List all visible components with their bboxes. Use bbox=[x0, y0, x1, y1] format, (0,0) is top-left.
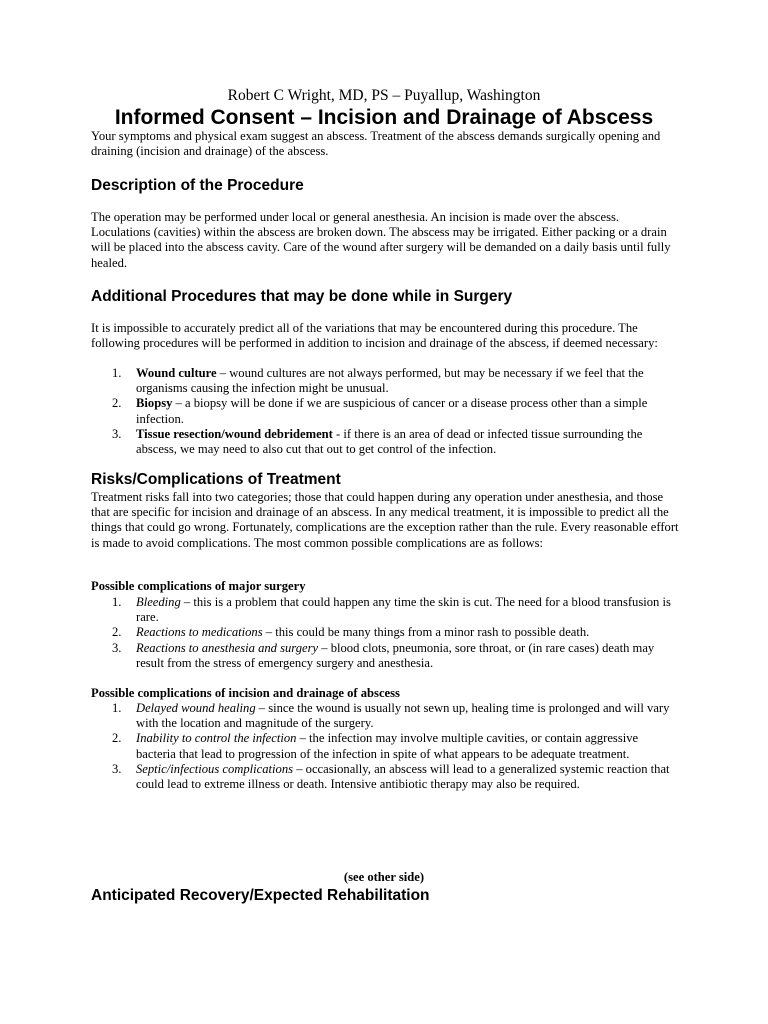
list-number: 3. bbox=[112, 640, 122, 655]
see-other-side-note: (see other side) bbox=[343, 870, 425, 884]
incision-drainage-subheading: Possible complications of incision and drainage of abscess bbox=[91, 686, 400, 700]
major-surgery-subheading: Possible complications of major surgery bbox=[91, 579, 306, 593]
list-item bbox=[91, 396, 681, 426]
intro-paragraph: Your symptoms and physical exam suggest an abscess. Treatment of the abscess demands surgically opening and draining (incision and drainage) of the abscess. bbox=[91, 129, 661, 159]
additional-procedures-heading: Additional Procedures that may be done while in Surgery bbox=[91, 288, 513, 305]
list-item bbox=[91, 731, 681, 761]
item-term: Reactions to medications bbox=[136, 625, 263, 640]
item-text: – this could be many things from a minor rash to possible death. bbox=[262, 625, 590, 640]
practice-header: Robert C Wright, MD, PS – Puyallup, Washington bbox=[227, 87, 541, 104]
additional-procedures-list bbox=[91, 366, 681, 457]
risks-heading: Risks/Complications of Treatment bbox=[91, 471, 341, 488]
list-item bbox=[91, 595, 681, 625]
list-number: 2. bbox=[112, 625, 122, 640]
list-number: 1. bbox=[112, 701, 122, 715]
page-title: Informed Consent – Incision and Drainage of Abscess bbox=[114, 106, 654, 129]
item-text: – this is a problem that could happen any time the skin is cut. The need for a blood transfusion is rare. bbox=[136, 595, 671, 625]
additional-procedures-paragraph: It is impossible to accurately predict all of the variations that may be encountered during this procedure. The following procedures will be performed in addition to incision and drainage of the abscess, if deemed necessary: bbox=[91, 321, 658, 351]
list-item bbox=[91, 427, 681, 457]
list-number: 2. bbox=[112, 731, 122, 746]
item-text: – blood clots, pneumonia, sore throat, or (in rare cases) death may result from the stress of emergency surgery and anesthesia. bbox=[136, 640, 655, 670]
list-number: 1. bbox=[112, 595, 122, 609]
description-paragraph: The operation may be performed under local or general anesthesia. An incision is made over the abscess. Loculations (cavities) within the abscess are broken down. The abscess may be irrigated. Either packing or a drain will be placed into the abscess cavity. Care of the wound after surgery will be demanded on a daily basis until fully healed. bbox=[91, 210, 671, 270]
list-item bbox=[91, 701, 681, 731]
item-term: Septic/infectious complications bbox=[136, 761, 294, 776]
risks-paragraph: Treatment risks fall into two categories; those that could happen during any operation under anesthesia, and those that are specific for incision and drainage of an abscess. In any medical treatment, it is impossible to predict all the things that could go wrong. Fortunately, complications are the exception rather than the rule. Every reasonable effort is made to avoid complications. The most common possible complications are as follows: bbox=[91, 490, 679, 550]
item-text: - if there is an area of dead or infected tissue surrounding the abscess, we may need to also cut that out to get control of the infection. bbox=[136, 426, 643, 457]
list-number: 3. bbox=[112, 761, 122, 776]
item-text: – since the wound is usually not sewn up, healing time is prolonged and will vary with the location and magnitude of the surgery. bbox=[136, 701, 670, 731]
item-text: – a biopsy will be done if we are suspicious of cancer or a disease process other than a simple infection. bbox=[136, 396, 648, 426]
item-text: – wound cultures are not always performed, but may be necessary if we feel that the organisms causing the infection might be unusual. bbox=[136, 366, 644, 396]
item-text: – the infection may involve multiple cavities, or contain aggressive bacteria that lead to progression of the infection in spite of what appears to be adequate treatment. bbox=[136, 731, 639, 761]
item-term: Wound culture bbox=[136, 366, 217, 380]
major-surgery-list bbox=[91, 595, 681, 671]
list-number: 1. bbox=[112, 366, 122, 380]
list-number: 2. bbox=[112, 396, 122, 411]
description-heading: Description of the Procedure bbox=[91, 177, 304, 194]
list-item bbox=[91, 641, 681, 671]
recovery-heading: Anticipated Recovery/Expected Rehabilitation bbox=[91, 887, 430, 904]
incision-drainage-list bbox=[91, 701, 681, 792]
item-term: Inability to control the infection bbox=[136, 731, 297, 746]
item-term: Bleeding bbox=[136, 595, 181, 609]
item-term: Tissue resection/wound debridement bbox=[136, 426, 333, 441]
list-number: 3. bbox=[112, 426, 122, 441]
item-term: Delayed wound healing bbox=[136, 701, 256, 715]
item-term: Reactions to anesthesia and surgery bbox=[136, 640, 319, 655]
list-item bbox=[91, 366, 681, 396]
list-item bbox=[91, 762, 681, 792]
list-item bbox=[91, 625, 681, 640]
item-text: – occasionally, an abscess will lead to a generalized systemic reaction that could lead to extreme illness or death. Intensive antibiotic therapy may also be required. bbox=[136, 761, 670, 792]
item-term: Biopsy bbox=[136, 396, 173, 411]
